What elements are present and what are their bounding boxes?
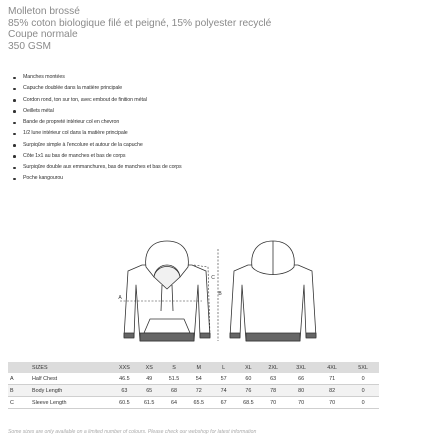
feature-list (12, 72, 182, 185)
table-cell: 72 (195, 387, 202, 394)
size-col: XS (145, 364, 153, 371)
spec-weight: 350 GSM (8, 40, 52, 52)
table-cell: 51.5 (168, 375, 180, 382)
measure-label-a: A (118, 295, 122, 301)
row-letter: A (10, 375, 14, 382)
size-col: S (172, 364, 176, 371)
table-cell: 64 (170, 399, 177, 406)
footnote: Some sizes are only available on a limited number of colours. Please check our webshop for latest information (8, 429, 257, 435)
row-label: Sleeve Length (32, 399, 67, 406)
size-col: XL (245, 364, 252, 371)
table-cell: 78 (270, 387, 277, 394)
table-row (8, 373, 379, 385)
feature-item: Oeillets métal (12, 106, 182, 117)
table-cell: 70 (270, 399, 277, 406)
table-cell: 63 (270, 375, 277, 382)
table-cell: 65 (146, 387, 153, 394)
table-cell: 60.5 (119, 399, 130, 406)
feature-item: Manches montées (12, 72, 182, 83)
table-cell: 0 (361, 387, 365, 394)
table-cell: 63 (121, 387, 128, 394)
table-cell: 68.5 (243, 399, 254, 406)
table-cell: 61.5 (143, 399, 155, 406)
table-row (8, 397, 379, 409)
row-label: Half Chest (32, 375, 58, 382)
feature-item: Bande de propreté intérieur col en chevron (12, 117, 182, 128)
table-cell: 65.5 (193, 399, 205, 406)
table-cell: 57 (220, 375, 227, 382)
table-cell: 46.5 (119, 375, 130, 382)
sizes-header: SIZES (32, 364, 48, 371)
size-col: 3XL (296, 364, 306, 371)
spec-fit: Coupe normale (8, 29, 78, 40)
feature-item: Surpiqûre double aux emmanchures, bas de manches et bas de corps (12, 162, 182, 173)
row-label: Body Length (32, 387, 63, 394)
feature-item: Poche kangourou (12, 173, 182, 184)
table-row (8, 385, 379, 397)
size-col: M (196, 364, 202, 371)
table-cell: 0 (361, 375, 365, 382)
hoodie-technical-drawing (108, 237, 318, 355)
table-cell: 68 (170, 387, 177, 394)
feature-item: Capuche doublée dans la matière principale (12, 83, 182, 94)
table-cell: 74 (220, 387, 227, 394)
measure-label-b: B (218, 291, 222, 297)
row-letter: B (10, 387, 14, 394)
feature-item: Côte 1x1 au bas de manches et bas de corps (12, 151, 182, 162)
fabric-spec (8, 6, 271, 52)
hoodie-back (230, 241, 316, 341)
table-cell: 70 (298, 399, 305, 406)
table-cell: 54 (195, 375, 202, 382)
size-col: 2XL (268, 364, 278, 371)
table-cell: 70 (329, 399, 336, 406)
size-col: XXS (119, 364, 130, 371)
table-cell: 76 (245, 387, 252, 394)
size-table (8, 362, 379, 409)
table-cell: 0 (361, 399, 365, 406)
size-col: L (222, 364, 226, 371)
table-cell: 60 (245, 375, 252, 382)
feature-item: Surpiqûre simple à l'encolure et autour de la capuche (12, 140, 182, 151)
row-letter: C (10, 399, 14, 406)
size-header-row (8, 362, 379, 373)
spec-composition: 85% coton biologique filé et peigné, 15% polyester recyclé (8, 17, 272, 29)
spec-fabric: Molleton brossé (8, 6, 80, 17)
feature-item: 1/2 lune intérieur col dans la matière principale (12, 128, 182, 139)
table-cell: 49 (146, 375, 153, 382)
size-col: 5XL (358, 364, 368, 371)
table-cell: 82 (329, 387, 336, 394)
hoodie-front (124, 241, 210, 341)
table-cell: 67 (220, 399, 227, 406)
size-col: 4XL (327, 364, 337, 371)
feature-item: Cordon rond, ton sur ton, avec embout de finition métal (12, 95, 182, 106)
measure-label-c: C (211, 275, 215, 281)
table-cell: 80 (298, 387, 305, 394)
table-cell: 66 (298, 375, 305, 382)
table-cell: 71 (329, 375, 336, 382)
